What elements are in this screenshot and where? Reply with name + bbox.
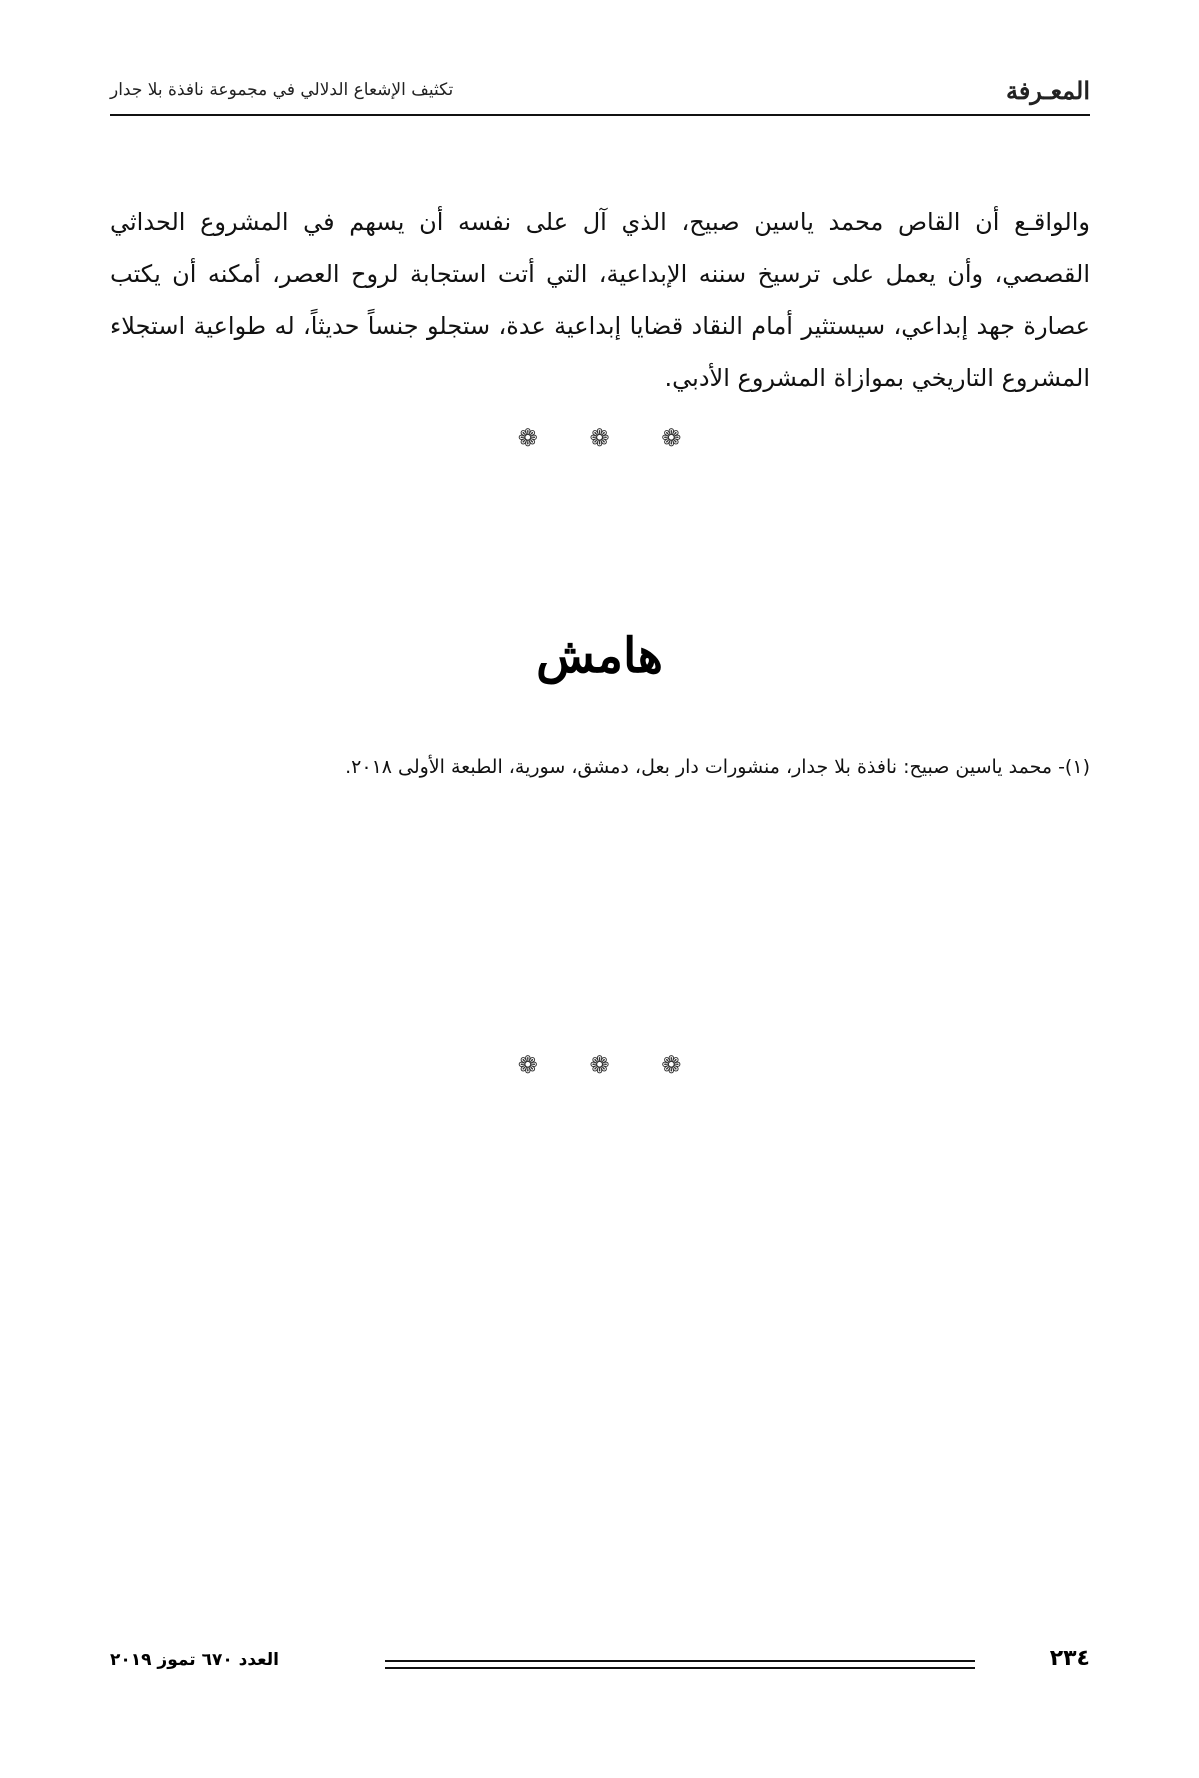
running-title: تكثيف الإشعاع الدلالي في مجموعة نافذة بلا جدار bbox=[110, 80, 454, 100]
footnote: (١)- محمد ياسين صبيح: نافذة بلا جدار، منشورات دار بعل، دمشق، سورية، الطبعة الأولى ٢٠١٨. bbox=[345, 756, 1090, 778]
ornament-flower-icon: ❁ bbox=[517, 1051, 538, 1079]
footer-divider bbox=[385, 1660, 975, 1669]
header-divider bbox=[110, 114, 1090, 116]
page-number: ٢٣٤ bbox=[1049, 1646, 1090, 1671]
notes-heading: هامش bbox=[536, 628, 663, 684]
ornament-divider-top bbox=[0, 424, 1199, 452]
ornament-divider-bottom bbox=[0, 1051, 1199, 1079]
ornament-flower-icon: ❁ bbox=[517, 424, 538, 452]
page-footer bbox=[110, 1646, 1090, 1686]
body-paragraph: والواقـع أن القاص محمد ياسين صبيح، الذي آل على نفسه أن يسهم في المشروع الحداثي القصصي، وأن يعمل على ترسيخ سننه الإبداعية، التي أتت استجابة لروح العصر، أمكنه أن يكتب عصارة جهد إبداعي، سيستثير أمام النقاد قضايا إبداعية عدة، ستجلو جنساً حديثاً، له طواعية استجلاء المشروع التاريخي بموازاة المشروع الأدبي. bbox=[110, 208, 1090, 392]
ornament-flower-icon: ❁ bbox=[661, 1051, 682, 1079]
magazine-logo: المعـرفة bbox=[1005, 76, 1090, 105]
page-header bbox=[110, 70, 1090, 112]
ornament-flower-icon: ❁ bbox=[589, 424, 610, 452]
ornament-flower-icon: ❁ bbox=[589, 1051, 610, 1079]
issue-info: العدد ٦٧٠ تموز ٢٠١٩ bbox=[110, 1650, 279, 1670]
ornament-flower-icon: ❁ bbox=[661, 424, 682, 452]
